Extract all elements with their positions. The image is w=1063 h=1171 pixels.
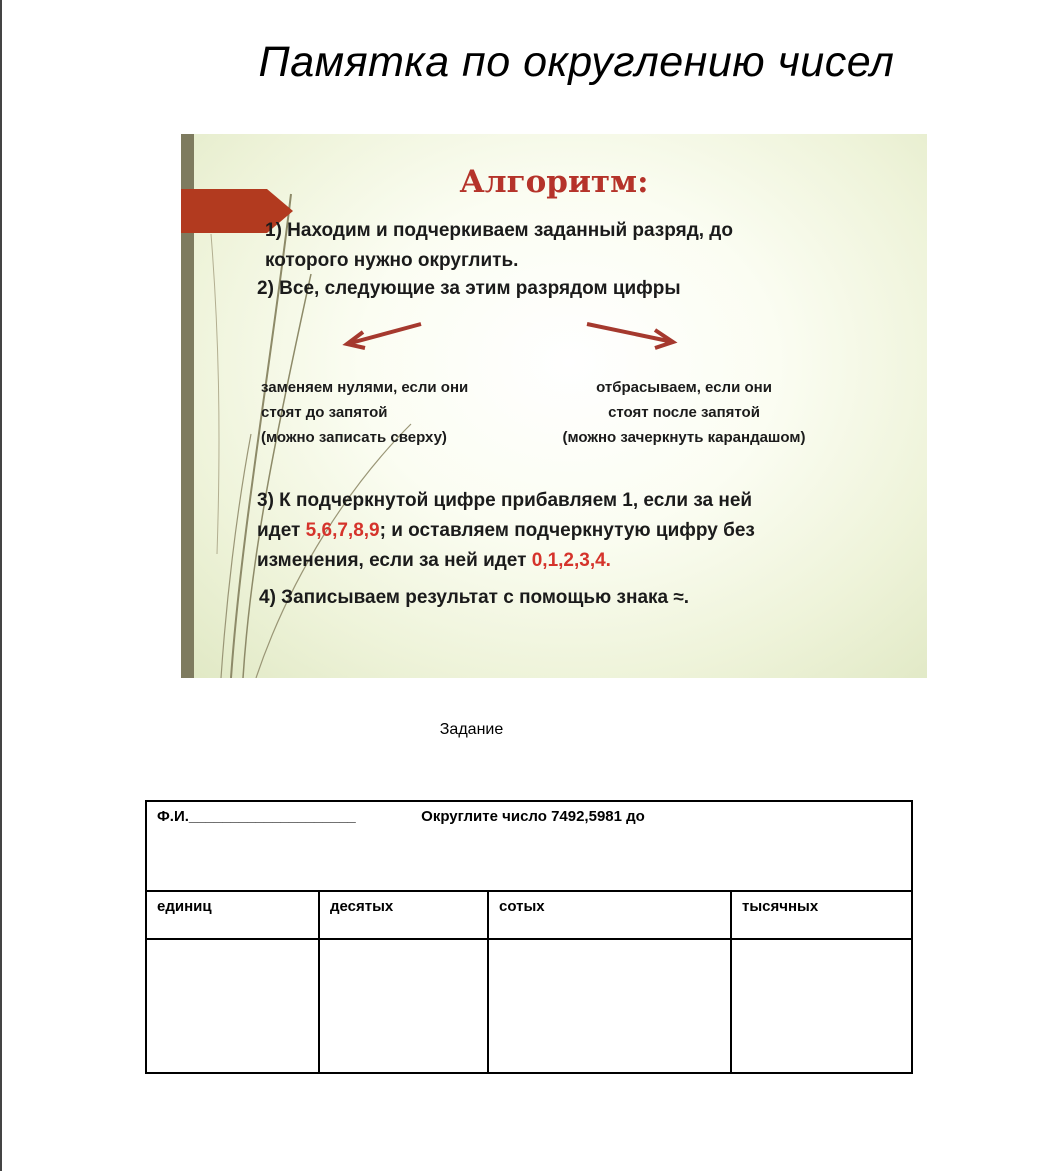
step-3 [257,486,755,576]
step-3-text: идет [257,520,306,541]
left-column-line: (можно записать сверху) [261,429,447,446]
step-3-line-2 [257,516,755,546]
step-2: 2) Все, следующие за этим разрядом цифры [257,278,681,299]
step-1 [265,216,733,276]
algorithm-slide [181,134,927,678]
task-label: Задание [439,721,504,738]
right-column-line: стоят после запятой [608,404,760,421]
step-1-line-2: которого нужно округлить. [265,250,519,271]
right-column-line: отбрасываем, если они [596,379,772,396]
arrow-left-icon [341,320,425,350]
slide-heading: Алгоритм: [459,164,649,200]
step-3-line-3 [257,546,755,576]
task-header-cell [146,801,912,891]
step-4: 4) Записываем результат с помощью знака ≈. [259,587,690,608]
keep-digits: 0,1,2,3,4. [531,550,611,571]
left-column-line: заменяем нулями, если они [261,379,469,396]
right-column [526,375,842,450]
column-tenths: десятых [319,891,488,939]
column-thousandths: тысячных [731,891,912,939]
columns-row [146,891,912,939]
round-up-digits: 5,6,7,8,9 [305,520,380,541]
step-3-line-1: 3) К подчеркнутой цифре прибавляем 1, если за ней [257,490,753,511]
task-instruction: Округлите число 7492,5981 до [421,808,645,825]
task-header-row [146,801,912,891]
task-table [145,800,913,1074]
left-column-line: стоят до запятой [261,404,388,421]
page-edge [0,0,2,1171]
page-title: Памятка по округлению чисел [258,38,895,86]
step-3-text: изменения, если за ней идет [257,550,532,571]
answer-cell-hundredths[interactable] [488,939,731,1073]
left-column [261,375,468,450]
answer-cell-tenths[interactable] [319,939,488,1073]
arrow-right-icon [585,320,679,350]
column-units: единиц [146,891,319,939]
column-hundredths: сотых [488,891,731,939]
right-column-line: (можно зачеркнуть карандашом) [562,429,806,446]
name-field[interactable]: Ф.И.____________________ [157,808,356,825]
answer-cell-thousandths[interactable] [731,939,912,1073]
answer-cell-units[interactable] [146,939,319,1073]
answer-row [146,939,912,1073]
step-1-line-1: 1) Находим и подчеркиваем заданный разряд, до [265,220,733,241]
step-3-text: ; и оставляем подчеркнутую цифру без [379,520,755,541]
